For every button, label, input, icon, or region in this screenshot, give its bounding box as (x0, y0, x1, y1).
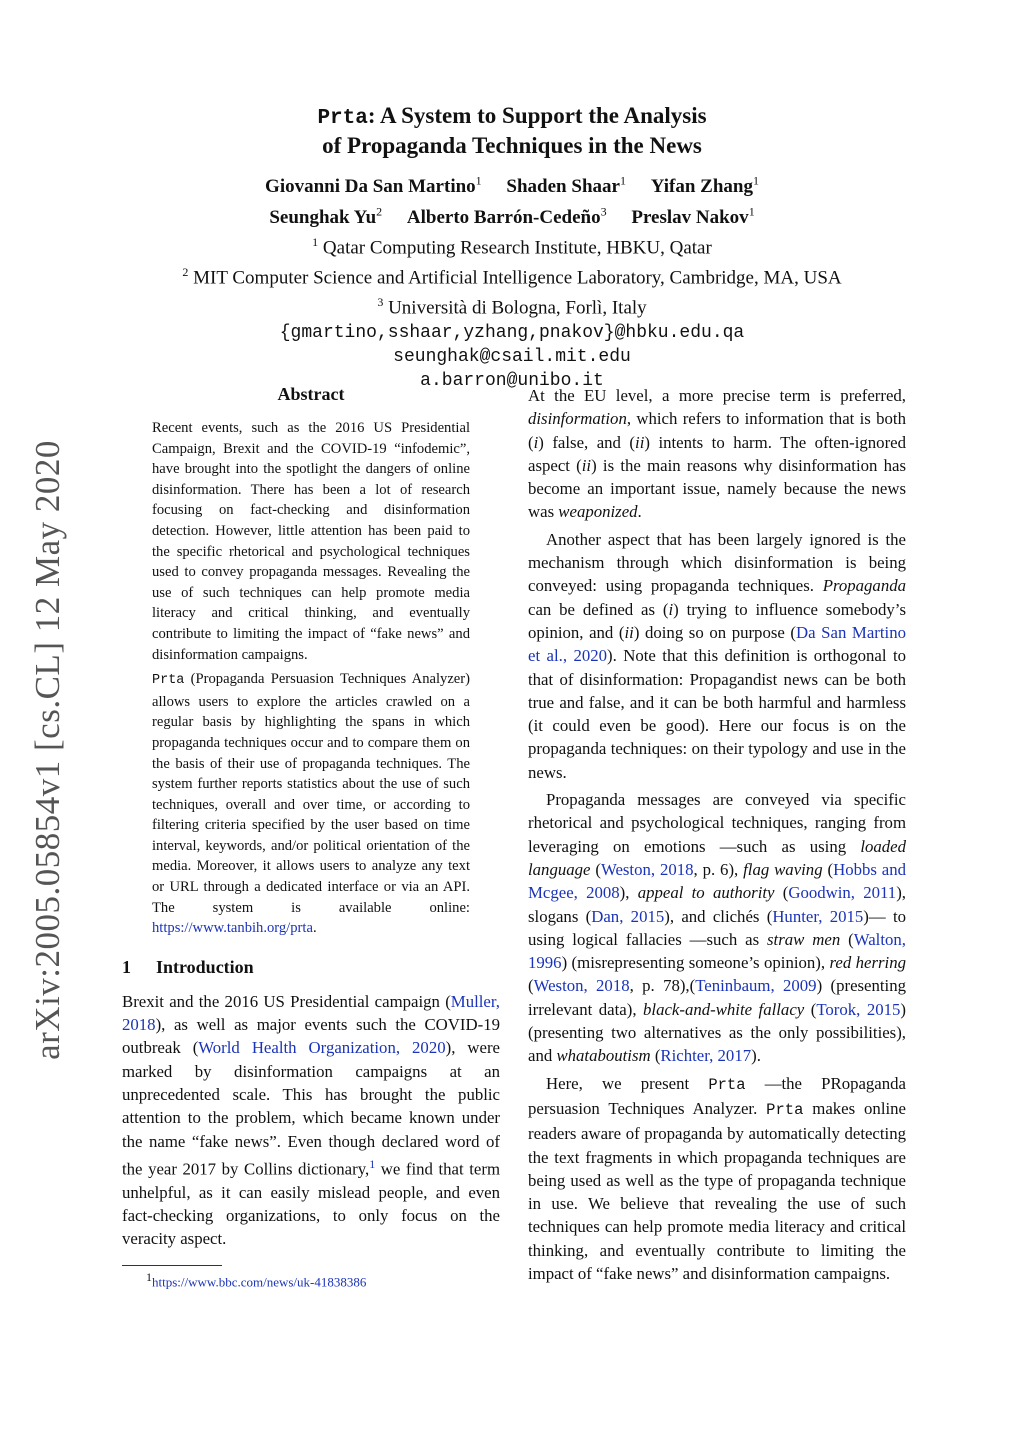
citation-link[interactable]: Da San Martino et al., 2020 (528, 622, 907, 666)
citation-link[interactable]: Dan, 2015 (591, 906, 665, 926)
footnote-marker[interactable]: 1 (369, 1156, 376, 1171)
affiliation: $^1$ Qatar Computing Research Institute, HBKU, Qatar (312, 234, 712, 258)
citation-link[interactable]: Muller, 2018 (122, 991, 500, 1035)
body-paragraph: Another aspect that has been largely ignored is the mechanism through which disinformation is being conveyed: using propaganda techniques. Propaganda can be defined as (i) trying to influence somebody’s opinion, and (ii) doing so on purpose (Da San Martino et al., 2020). Note that this definition is orthogonal to that of disinformation: Propagandist news can be both true and false, and it can be both harmful and harmless (it could even be good). Here our focus is on the propaganda techniques: on their typology and use in the news. (528, 529, 907, 782)
introduction-body (122, 990, 500, 1251)
affiliation: $^2$ MIT Computer Science and Artificial Intelligence Laboratory, Cambridge, MA, USA (182, 264, 842, 289)
citation-link[interactable]: World Health Organization, 2020 (198, 1038, 446, 1058)
citation-link[interactable]: Torok, 2015 (816, 999, 901, 1019)
abstract-paragraph: Prta (Propaganda Persuasion Techniques Analyzer) allows users to explore the articles crawled on a regular basis by highlighting the spans in which propaganda techniques occur and to compare them on the basis of their use of propaganda techniques. The system further reports statistics about the use of such techniques, overall and over time, or according to filtering criteria specified by the user based on time interval, keywords, and/or political orientation of the media. Moreover, it allows users to analyze any text or URL through a dedicated interface or via an API. The system is available online: https://www.tanbih.org/prta. (152, 671, 470, 937)
author: Seunghak Yu$^2$ (269, 204, 383, 228)
affiliation: $^3$ Università di Bologna, Forlì, Italy (377, 295, 647, 319)
footnote: $^1$https://www.bbc.com/news/uk-41838386 (146, 1269, 367, 1290)
body-paragraph: Here, we present Prta —the PRopaganda persuasion Techniques Analyzer. Prta makes online readers aware of propaganda by automatically detecting the text fragments in which propaganda techniques are being used as well as the type of propaganda technique in use. We believe that revealing the use of such techniques can help promote media literacy and critical thinking, and eventually contribute to limiting the impact of “fake news” and disinformation campaigns. (528, 1073, 906, 1283)
title-line1: : A System to Support the Analysis (367, 103, 707, 128)
citation-link[interactable]: Hobbs and Mcgee, 2008 (528, 859, 907, 903)
abstract-body (152, 418, 470, 939)
citation-link[interactable]: Richter, 2017 (660, 1046, 752, 1066)
paper-header (140, 102, 884, 393)
citation-link[interactable]: Weston, 2018 (600, 859, 694, 879)
citation-link[interactable]: Teninbaum, 2009 (695, 976, 817, 996)
footnote-rule (122, 1265, 222, 1266)
author: Yifan Zhang$^1$ (650, 174, 759, 198)
prta-url-link[interactable]: https://www.tanbih.org/prta (152, 920, 313, 937)
left-column (122, 384, 500, 1290)
author: Shaden Shaar$^1$ (506, 174, 626, 198)
body-paragraph: Brexit and the 2016 US Presidential campaign (Muller, 2018), as well as major events such the COVID-19 outbreak (World Health Organization, 2020), were marked by disinformation campaigns at an unprecedented scale. This has brought the public attention to the problem, which became known under the name “fake news”. Even though declared word of the year 2017 by Collins dictionary,$^1$ we find that term unhelpful, as it can easily mislead people, and even fact-checking organizations, to only focus on the veracity aspect. (122, 991, 500, 1249)
abstract-paragraph: Recent events, such as the 2016 US Presidential Campaign, Brexit and the COVID-19 “infodemic”, have brought into the spotlight the dangers of online disinformation. There has been a lot of research focusing on fact-checking and disinformation detection. However, little attention has been paid to the specific rhetorical and psychological techniques used to convey propaganda messages. Revealing the use of such techniques can help promote media literacy and critical thinking, and eventually contribute to limiting the impact of “fake news” and disinformation campaigns. (152, 420, 470, 663)
arxiv-identifier-stamp (18, 440, 78, 1060)
author-list (140, 169, 884, 230)
footnote-url-link[interactable]: https://www.bbc.com/news/uk-41838386 (152, 1274, 367, 1290)
email-line: a.barron@unibo.it (420, 370, 604, 391)
citation-link[interactable]: Weston, 2018 (533, 976, 630, 996)
right-body (528, 384, 906, 1285)
body-paragraph: Propaganda messages are conveyed via specific rhetorical and psychological techniques, ranging from leveraging on emotions —such as using loaded language (Weston, 2018, p. 6), flag waving (Hobbs and Mcgee, 2008), appeal to authority (Goodwin, 2011), slogans (Dan, 2015), and clichés (Hunter, 2015)— to using logical fallacies —such as straw men (Walton, 1996) (misrepresenting someone’s opinion), red herring (Weston, 2018, p. 78),(Teninbaum, 2009) (presenting irrelevant data), black-and-white fallacy (Torok, 2015) (presenting two alternatives as the only possibilities), and whataboutism (Richter, 2017). (528, 790, 907, 1066)
paper-title (140, 102, 884, 159)
section-heading-introduction: 1 Introduction (122, 956, 254, 977)
author: Giovanni Da San Martino$^1$ (265, 174, 482, 198)
citation-link[interactable]: Hunter, 2015 (772, 906, 864, 926)
citation-link[interactable]: Goodwin, 2011 (788, 883, 897, 903)
arxiv-id-text: arXiv:2005.05854v1 [cs.CL] 12 May 2020 (28, 440, 68, 1060)
email-line: {gmartino,sshaar,yzhang,pnakov}@hbku.edu.qa (279, 322, 745, 343)
citation-link[interactable]: Walton, 1996 (528, 929, 906, 973)
title-line2: of Propaganda Techniques in the News (322, 133, 702, 158)
right-column (528, 384, 906, 1285)
email-line: seunghak@csail.mit.edu (393, 346, 631, 367)
abstract-heading: Abstract (277, 384, 345, 404)
body-paragraph: At the EU level, a more precise term is preferred, disinformation, which refers to information that is both (i) false, and (ii) intents to harm. The often-ignored aspect (ii) is the main reasons why disinformation has become an important issue, namely because the news was weaponized. (528, 386, 906, 522)
author: Alberto Barrón-Cedeño$^3$ (406, 204, 607, 228)
author: Preslav Nakov$^1$ (631, 204, 755, 228)
system-name: Prta (317, 107, 368, 130)
